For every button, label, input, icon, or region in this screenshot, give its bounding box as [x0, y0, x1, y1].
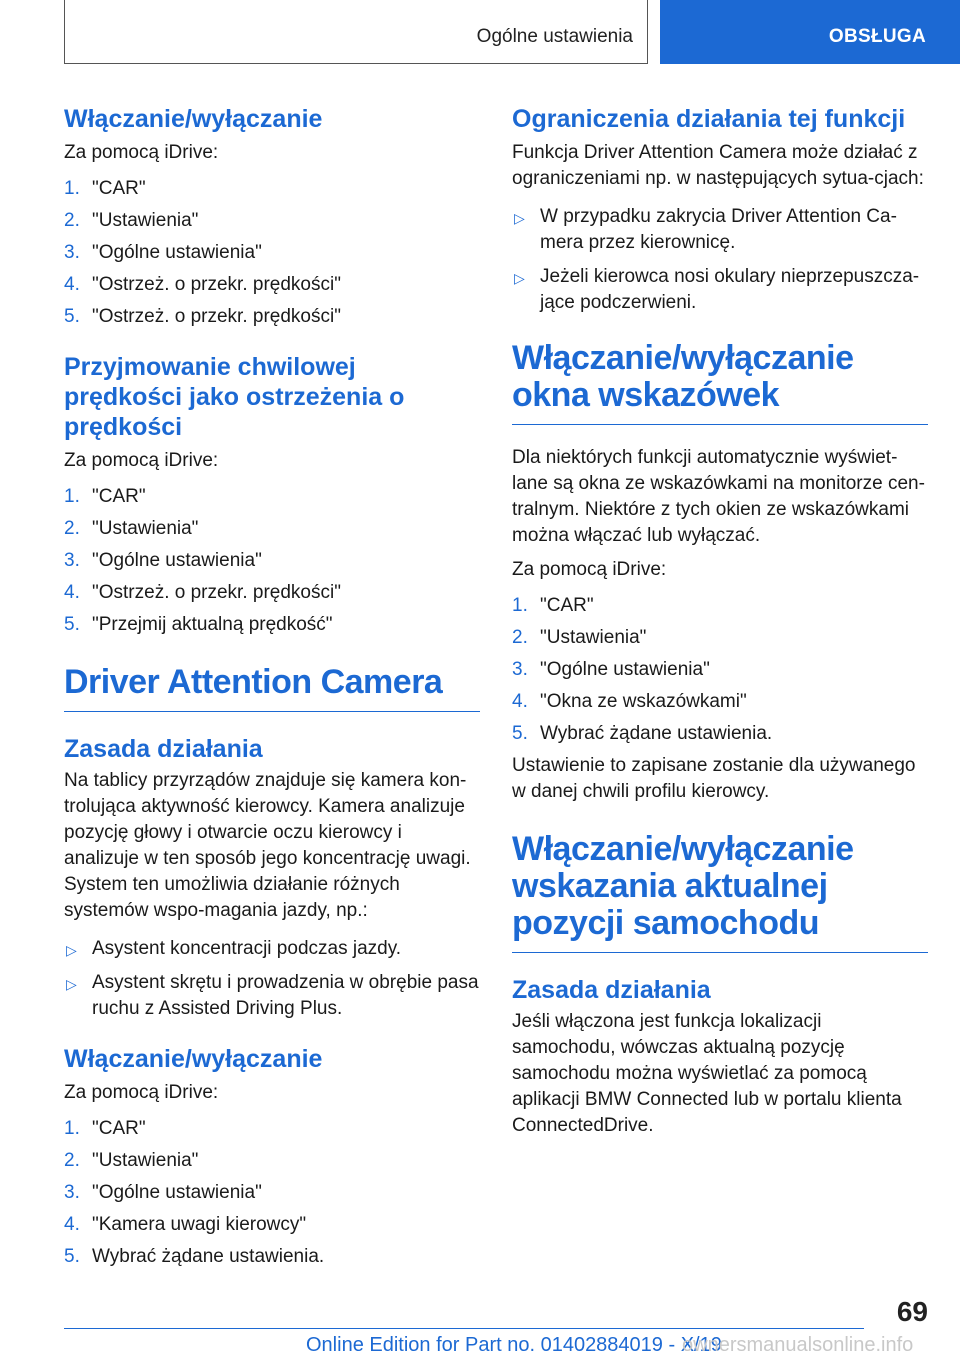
bullet-item: ▷ W przypadku zakrycia Driver Attention Ca-mera przez kierownicę. — [514, 206, 897, 253]
header-chapter-title: OBSŁUGA — [828, 26, 926, 47]
chapter-heading: Driver Attention Camera — [64, 663, 443, 701]
paragraph: Na tablicy przyrządów znajduje się kamera kon-trolująca aktywność kierowcy. Kamera analizuje pozycję głowy i otwarcie oczu kierowcy i analizuje w ten sposób jego koncentrację uwagi. System ten umożliwia działanie różnych systemów wspo-magania jazdy, np.: — [64, 770, 471, 921]
steps-list — [64, 176, 480, 330]
edition-note: Online Edition for Part no. 01402884019 - X/19 — [306, 1334, 722, 1356]
steps-list — [64, 484, 480, 638]
step-item: 1. "CAR" — [64, 486, 146, 507]
step-item: 5. "Ostrzeż. o przekr. prędkości" — [64, 306, 341, 327]
step-item: 2. "Ustawienia" — [64, 210, 199, 231]
bullet-item: ▷ Asystent skrętu i prowadzenia w obrębie pasa ruchu z Assisted Driving Plus. — [66, 972, 479, 1019]
section-title: Włączanie/wyłączanie — [64, 105, 323, 133]
step-item: 1. "CAR" — [64, 178, 146, 199]
paragraph: Dla niektórych funkcji automatycznie wyświet-lane są okna ze wskazówkami na monitorze cen-tralnym. Niektóre z tych okien ze wskazówkami można włączać lub wyłączać. — [512, 447, 925, 546]
step-item: 3. "Ogólne ustawienia" — [64, 242, 262, 263]
page-number: 69 — [896, 1296, 928, 1327]
chapter-heading-block — [512, 831, 928, 953]
step-item: 1. "CAR" — [64, 1118, 146, 1139]
header-section-title: Ogólne ustawienia — [476, 26, 633, 47]
steps-list — [512, 593, 928, 747]
step-item: 3. "Ogólne ustawienia" — [512, 659, 710, 680]
step-item: 4. "Kamera uwagi kierowcy" — [64, 1214, 307, 1235]
step-item: 2. "Ustawienia" — [64, 1150, 199, 1171]
chapter-heading-block — [64, 664, 480, 712]
triangle-bullet-icon: ▷ — [514, 270, 525, 286]
header-section-box — [64, 0, 648, 64]
left-column — [64, 100, 480, 1276]
triangle-bullet-icon: ▷ — [514, 210, 525, 226]
right-column — [512, 100, 928, 1139]
section-title: Zasada działania — [512, 976, 711, 1004]
step-item: 2. "Ustawienia" — [64, 518, 199, 539]
chapter-heading: Włączanie/wyłączanie okna wskazówek — [512, 339, 854, 414]
step-item: 5. Wybrać żądane ustawienia. — [64, 1246, 325, 1267]
chapter-heading: Włączanie/wyłączanie wskazania aktualnej pozycji samochodu — [512, 830, 854, 942]
bullet-item: ▷ Asystent koncentracji podczas jazdy. — [64, 936, 480, 962]
section-title: Zasada działania — [64, 735, 263, 763]
header-chapter-tab — [660, 0, 960, 64]
section-title: Włączanie/wyłączanie — [64, 1045, 323, 1073]
step-item: 4. "Ostrzeż. o przekr. prędkości" — [64, 582, 341, 603]
section-intro: Za pomocą iDrive: — [64, 142, 219, 163]
bullet-list — [64, 936, 480, 1022]
triangle-bullet-icon: ▷ — [66, 976, 77, 992]
step-item: 5. Wybrać żądane ustawienia. — [512, 723, 773, 744]
step-item: 4. "Ostrzeż. o przekr. prędkości" — [64, 274, 341, 295]
section-intro: Za pomocą iDrive: — [512, 559, 667, 580]
watermark: ownersmanualsonline.info — [682, 1334, 914, 1356]
paragraph: Ustawienie to zapisane zostanie dla używanego w danej chwili profilu kierowcy. — [512, 755, 916, 802]
paragraph: Funkcja Driver Attention Camera może działać z ograniczeniami np. w następujących sytua-cjach: — [512, 142, 924, 189]
paragraph: Jeśli włączona jest funkcja lokalizacji samochodu, wówczas aktualną pozycję samochodu można wyświetlać za pomocą aplikacji BMW Connected lub w portalu klienta ConnectedDrive. — [512, 1011, 902, 1136]
step-item: 4. "Okna ze wskazówkami" — [512, 691, 747, 712]
section-title: Ograniczenia działania tej funkcji — [512, 105, 906, 133]
step-item: 1. "CAR" — [512, 595, 594, 616]
step-item: 3. "Ogólne ustawienia" — [64, 1182, 262, 1203]
section-intro: Za pomocą iDrive: — [64, 1082, 219, 1103]
section-title: Przyjmowanie chwilowej prędkości jako ostrzeżenia o prędkości — [64, 353, 405, 441]
section-intro: Za pomocą iDrive: — [64, 450, 219, 471]
bullet-list — [512, 204, 928, 316]
step-item: 5. "Przejmij aktualną prędkość" — [64, 614, 333, 635]
triangle-bullet-icon: ▷ — [66, 942, 77, 958]
chapter-heading-block — [512, 340, 928, 425]
step-item: 2. "Ustawienia" — [512, 627, 647, 648]
steps-list — [64, 1116, 480, 1270]
footer-divider — [64, 1328, 864, 1329]
bullet-item: ▷ Jeżeli kierowca nosi okulary nieprzepuszcza-jące podczerwieni. — [514, 266, 920, 313]
step-item: 3. "Ogólne ustawienia" — [64, 550, 262, 571]
